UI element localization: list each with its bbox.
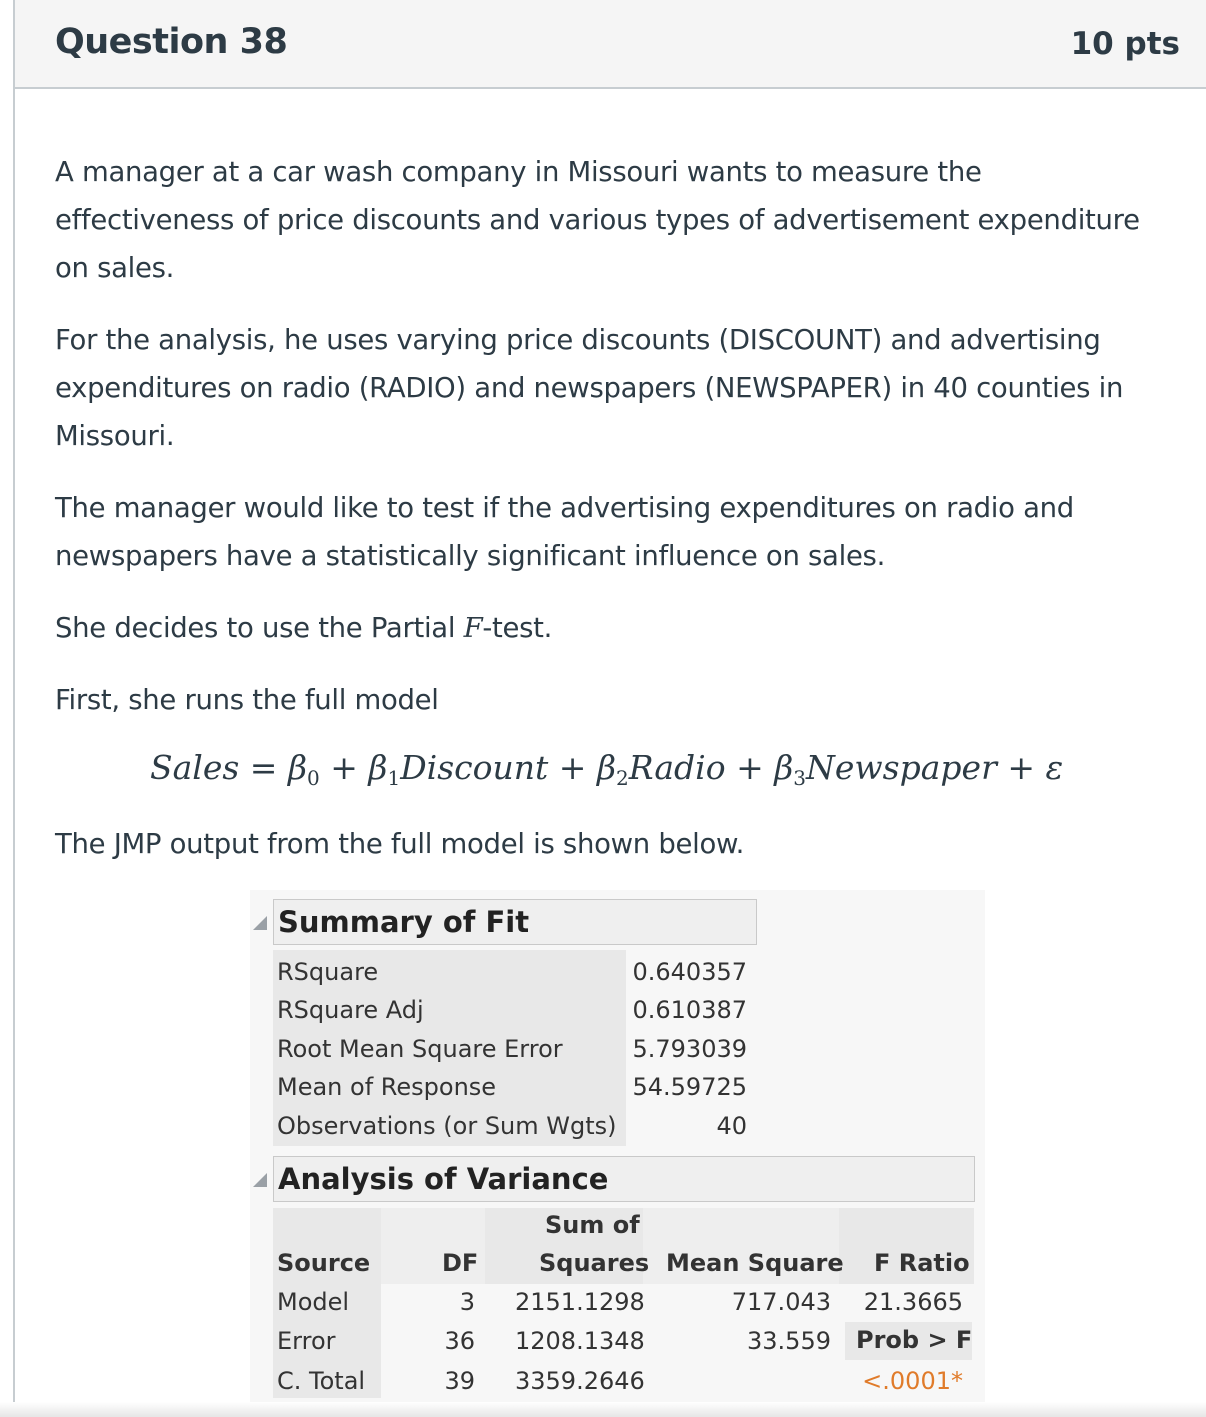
anova-title: Analysis of Variance (273, 1156, 975, 1202)
fit-label: RSquare Adj (277, 996, 424, 1024)
header-source: Source (277, 1249, 371, 1277)
collapse-triangle-icon[interactable] (253, 1173, 267, 1187)
text-span: She decides to use the Partial (55, 612, 464, 644)
anova-ms: 33.559 (747, 1327, 831, 1355)
text-line: newspapers have a statistically significant influence on sales. (55, 540, 886, 572)
formula-plus: + (725, 748, 775, 787)
anova-source: Model (277, 1288, 350, 1316)
header-ss-top: Sum of (545, 1211, 640, 1239)
paragraph-partial-f (55, 604, 1185, 652)
fit-value: 40 (716, 1112, 747, 1140)
fit-value: 0.610387 (632, 996, 747, 1024)
header-ms: Mean Square (666, 1249, 844, 1277)
anova-ss: 3359.2646 (515, 1367, 645, 1395)
collapse-triangle-icon[interactable] (253, 916, 267, 930)
fit-label: Root Mean Square Error (277, 1035, 563, 1063)
anova-pvalue: <.0001* (862, 1367, 963, 1395)
text-span: -test. (482, 612, 553, 644)
left-border (13, 0, 15, 1417)
jmp-output (250, 890, 985, 1402)
text-line: A manager at a car wash company in Missouri wants to measure the (55, 156, 982, 188)
bottom-shadow (0, 1402, 1206, 1417)
anova-ss: 1208.1348 (515, 1327, 645, 1355)
anova-df: 36 (444, 1327, 475, 1355)
header-df: DF (442, 1249, 479, 1277)
question-title: Question 38 (55, 22, 288, 62)
fit-label: Observations (or Sum Wgts) (277, 1112, 617, 1140)
formula-sub: 1 (387, 766, 401, 790)
formula-sub: 0 (307, 766, 320, 790)
header-f: F Ratio (874, 1249, 970, 1277)
fit-label: RSquare (277, 958, 379, 986)
formula-plus: + (319, 748, 369, 787)
formula-sub: 3 (793, 766, 807, 790)
anova-f: 21.3665 (863, 1288, 963, 1316)
fit-value: 5.793039 (632, 1035, 747, 1063)
question-header (15, 0, 1206, 89)
header-prob: Prob > F (856, 1326, 973, 1354)
anova-source: Error (277, 1327, 336, 1355)
formula-sub: 2 (616, 766, 629, 790)
paragraph-test (55, 484, 1185, 580)
text-line: Missouri. (55, 420, 175, 452)
formula-radio: Radio (628, 748, 726, 787)
text-line: effectiveness of price discounts and various types of advertisement expenditure (55, 204, 1140, 236)
formula-plus: + (548, 748, 597, 787)
paragraph-jmp-intro: The JMP output from the full model is shown below. (55, 828, 745, 860)
text-line: The manager would like to test if the advertising expenditures on radio and (55, 492, 1074, 524)
f-symbol: F (463, 612, 483, 644)
fit-value: 54.59725 (632, 1073, 747, 1101)
formula-discount: Discount (400, 748, 549, 787)
formula-sales: Sales (150, 748, 240, 787)
text-line: expenditures on radio (RADIO) and newspapers (NEWSPAPER) in 40 counties in (55, 372, 1124, 404)
formula-epsilon: ε (1045, 748, 1064, 787)
formula-newspaper: Newspaper (806, 748, 997, 787)
formula-beta: β (287, 748, 308, 787)
paragraph-full-model: First, she runs the full model (55, 684, 439, 716)
paragraph-analysis (55, 316, 1185, 460)
text-line: on sales. (55, 252, 175, 284)
fit-value: 0.640357 (632, 958, 747, 986)
fit-label: Mean of Response (277, 1073, 497, 1101)
text-line: For the analysis, he uses varying price discounts (DISCOUNT) and advertising (55, 324, 1101, 356)
anova-df: 39 (444, 1367, 475, 1395)
paragraph-intro (55, 148, 1185, 292)
anova-source: C. Total (277, 1367, 366, 1395)
summary-of-fit-title: Summary of Fit (273, 899, 757, 945)
header-ss-bottom: Squares (539, 1249, 650, 1277)
formula-beta: β (774, 748, 794, 787)
anova-df: 3 (459, 1288, 475, 1316)
formula-beta: β (596, 748, 617, 787)
formula-equals: = (239, 748, 288, 787)
question-points: 10 pts (1070, 26, 1180, 62)
regression-formula (150, 748, 1063, 790)
anova-ms: 717.043 (731, 1288, 831, 1316)
anova-ss: 2151.1298 (515, 1288, 645, 1316)
formula-plus: + (996, 748, 1046, 787)
formula-beta: β (368, 748, 388, 787)
